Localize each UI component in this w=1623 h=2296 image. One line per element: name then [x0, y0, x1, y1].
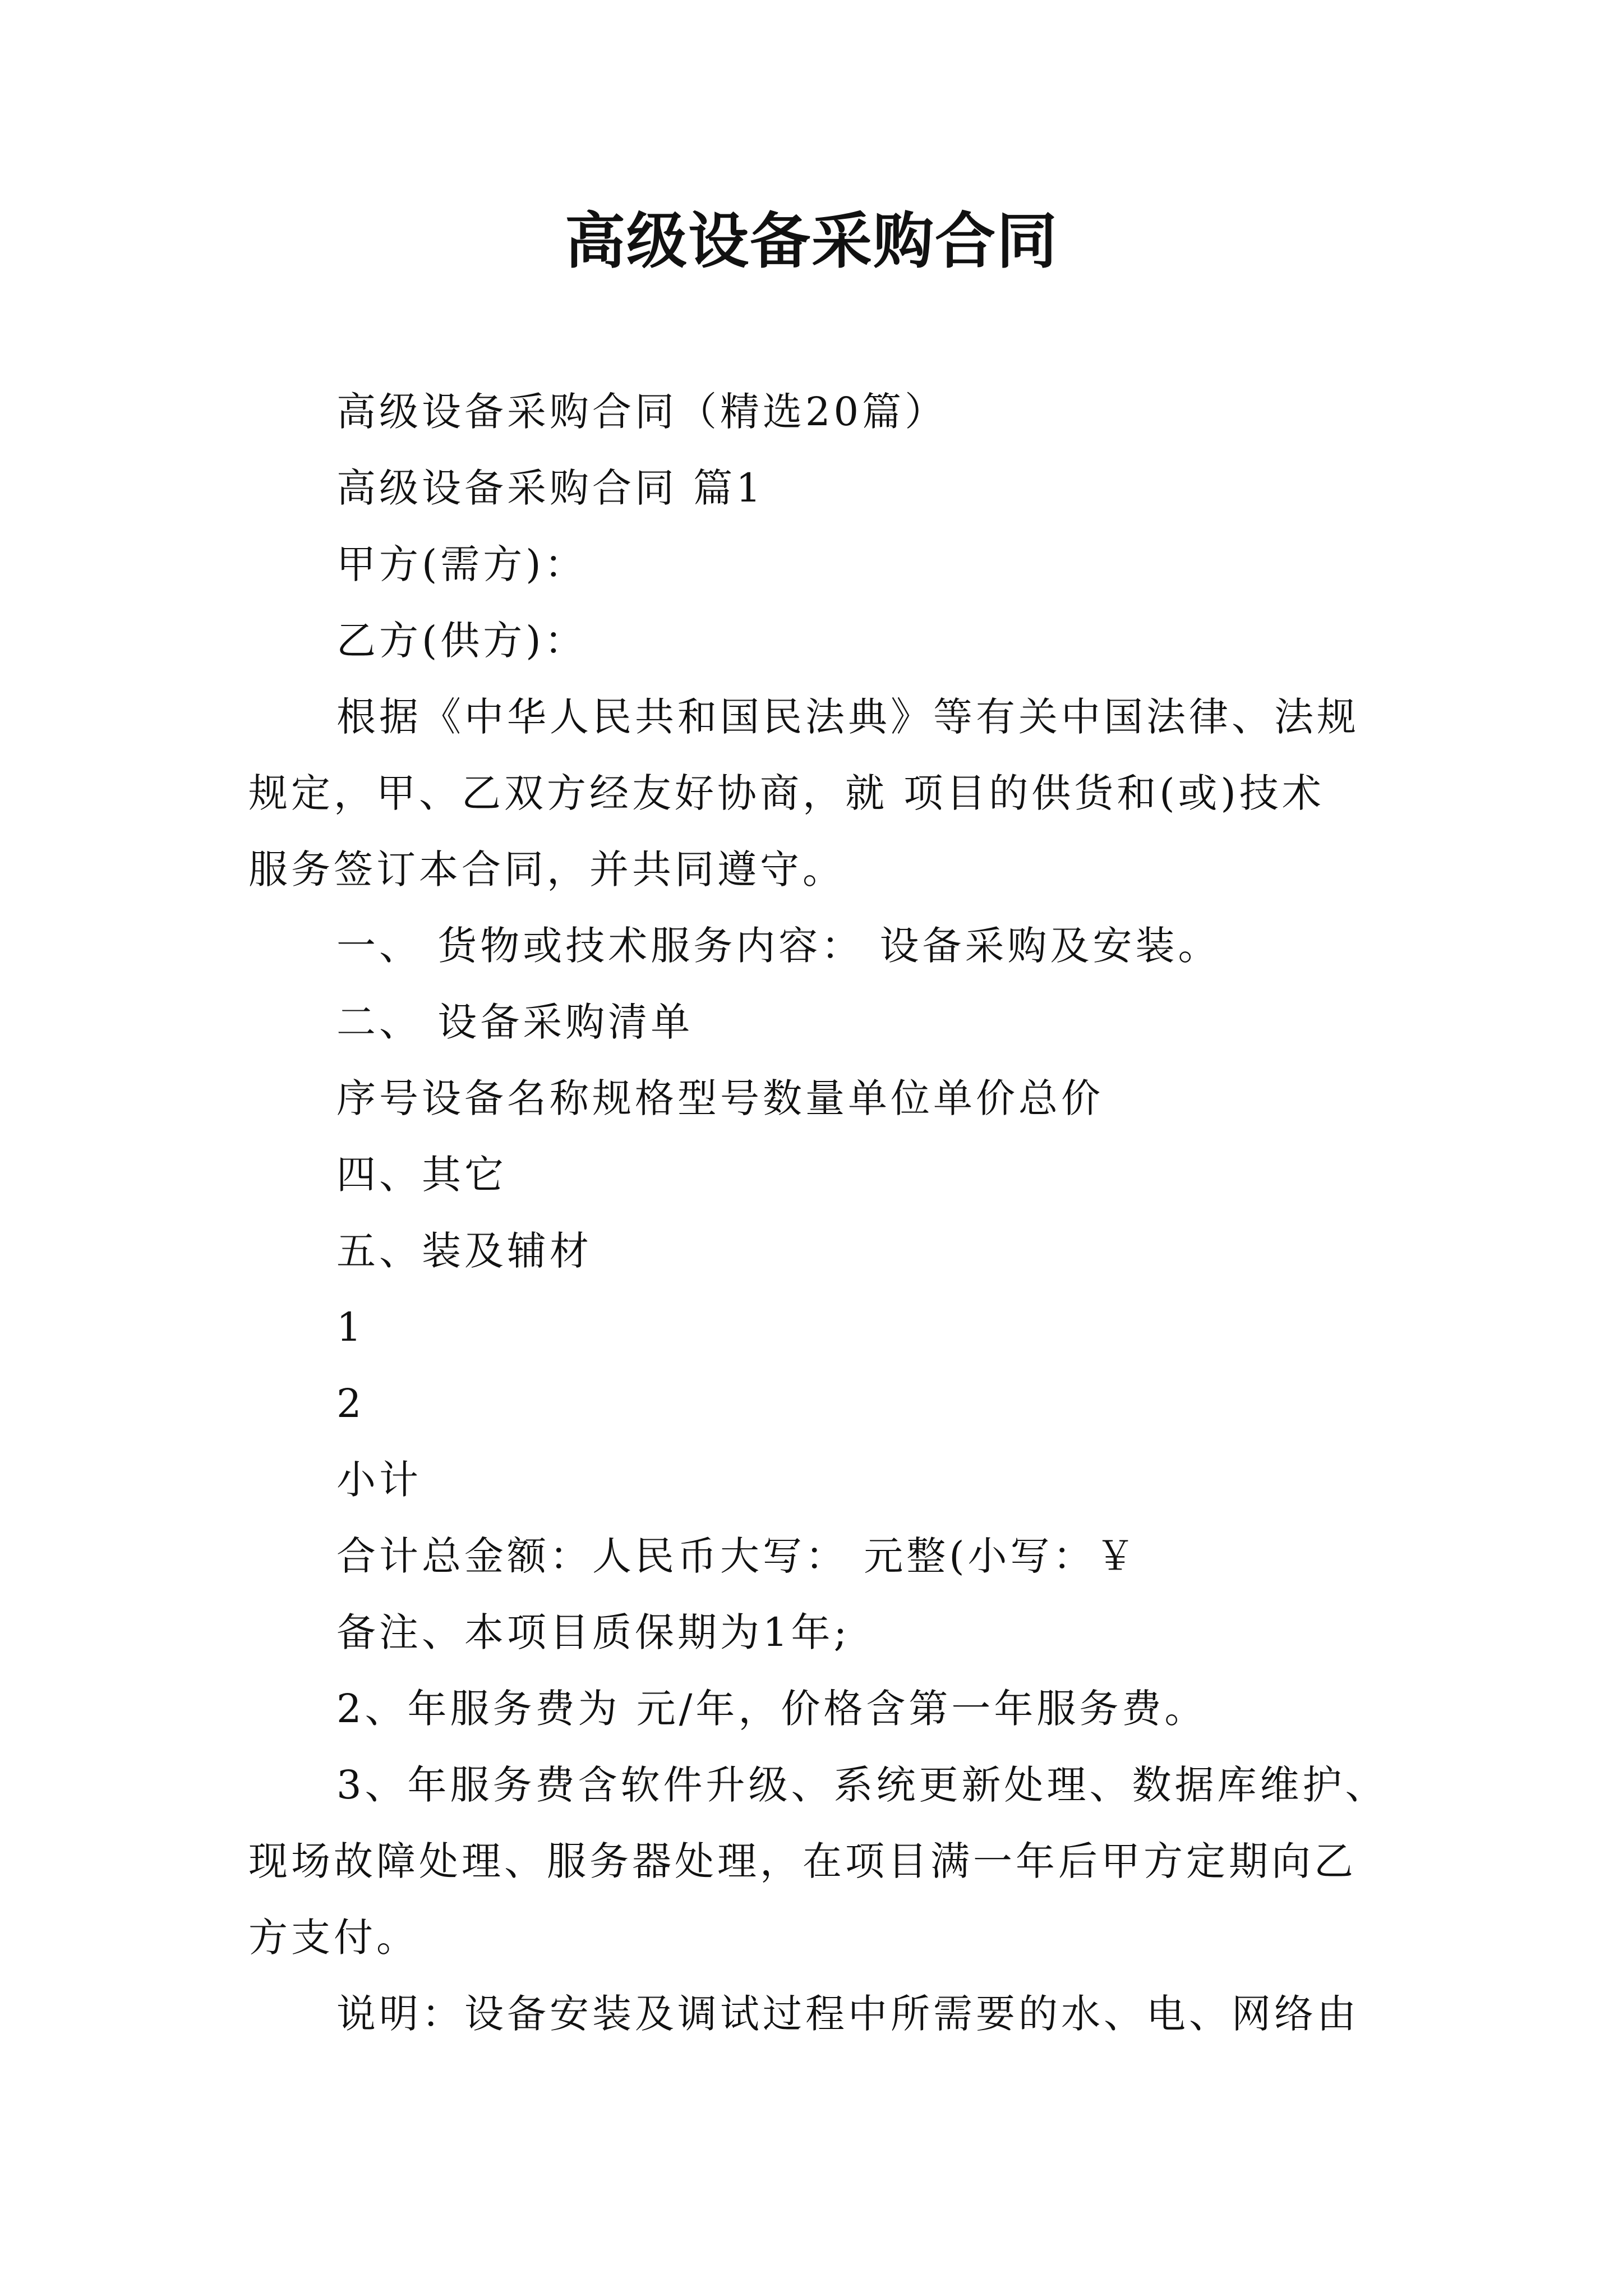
paragraph-line: 五、装及辅材 — [336, 1228, 592, 1274]
paragraph-line: 二、 设备采购清单 — [336, 999, 694, 1045]
paragraph-line: 2、年服务费为 元/年，价格含第一年服务费。 — [336, 1686, 1207, 1732]
paragraph-line: 甲方(需方)： — [336, 541, 587, 587]
paragraph-line: 服务签订本合同，并共同遵守。 — [248, 846, 845, 892]
paragraph-line: 根据《中华人民共和国民法典》等有关中国法律、法规 — [336, 694, 1359, 740]
paragraph-line: 备注、本项目质保期为1年; — [336, 1609, 851, 1655]
paragraph-line: 1 — [336, 1304, 365, 1350]
paragraph-line: 3、年服务费含软件升级、系统更新处理、数据库维护、 — [336, 1762, 1388, 1808]
paragraph-line: 高级设备采购合同（精选20篇） — [336, 389, 948, 435]
paragraph-line: 合计总金额：人民币大写： 元整(小写：￥ — [336, 1533, 1138, 1579]
paragraph-line: 现场故障处理、服务器处理，在项目满一年后甲方定期向乙 — [248, 1838, 1357, 1884]
document-body — [248, 374, 1404, 2052]
paragraph-line: 小计 — [336, 1457, 422, 1503]
paragraph-line: 序号设备名称规格型号数量单位单价总价 — [336, 1075, 1104, 1121]
paragraph-line: 规定，甲、乙双方经友好协商，就 项目的供货和(或)技术 — [248, 770, 1325, 816]
paragraph-line: 方支付。 — [248, 1915, 419, 1961]
paragraph-line: 乙方(供方)： — [336, 618, 587, 664]
paragraph-line: 一、 货物或技术服务内容： 设备采购及安装。 — [336, 923, 1221, 969]
document-title: 高级设备采购合同 — [564, 206, 1058, 277]
paragraph-line: 四、其它 — [336, 1152, 507, 1198]
paragraph-line: 说明：设备安装及调试过程中所需要的水、电、网络由 — [336, 1991, 1359, 2037]
paragraph-line: 2 — [336, 1381, 365, 1427]
paragraph-line: 高级设备采购合同 篇1 — [336, 465, 764, 511]
